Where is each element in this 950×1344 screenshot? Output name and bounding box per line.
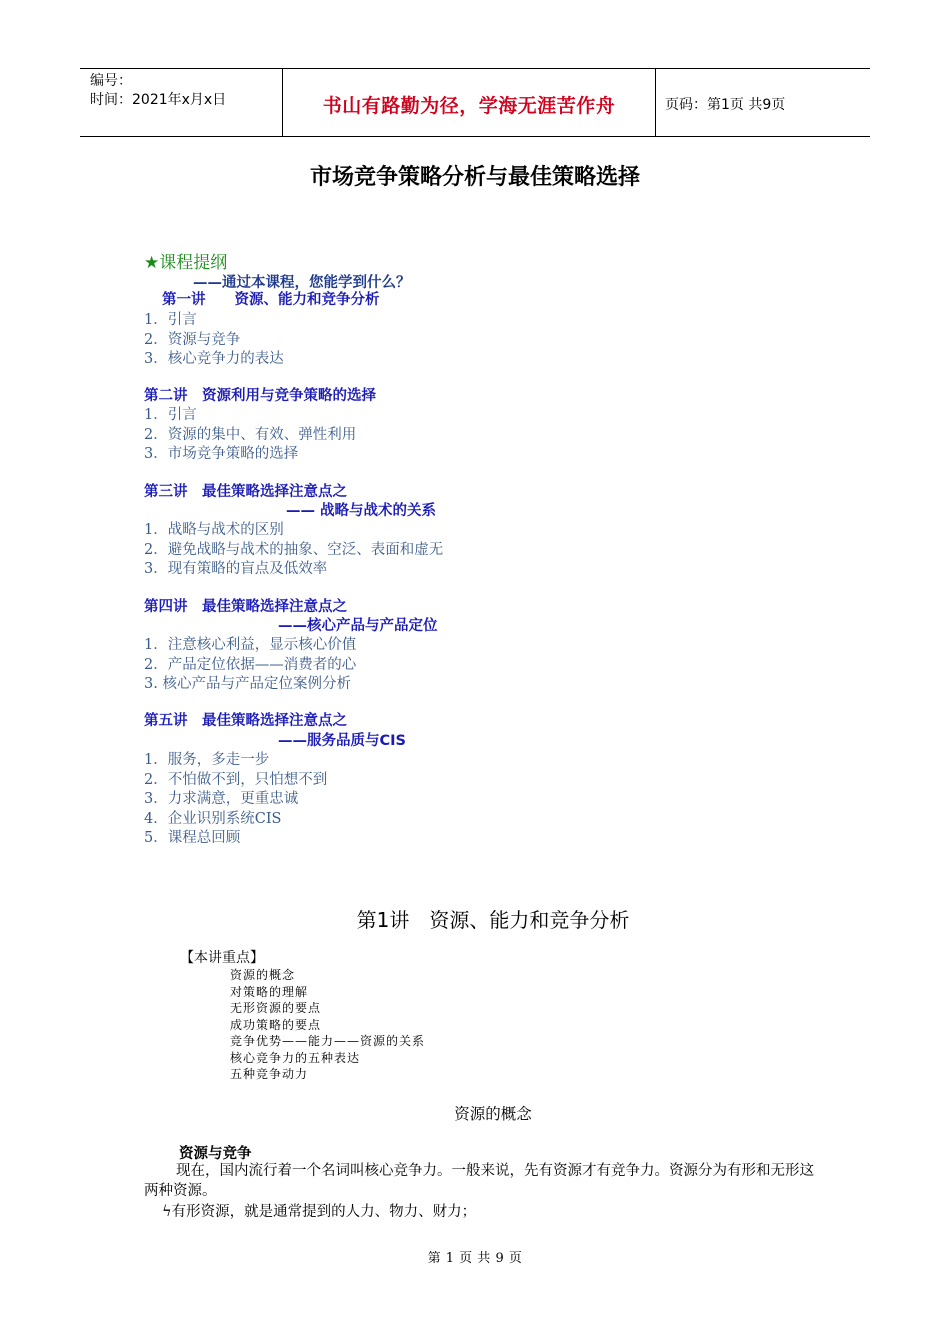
body-paragraph: 现在，国内流行着一个名词叫核心竞争力。一般来说，先有资源才有竞争力。资源分为有形和无形这两种资源。 [144, 1163, 814, 1199]
lecture-1-items [144, 311, 284, 370]
list-item: 5．课程总回顾 [144, 830, 241, 846]
lecture-5-title: 第五讲 最佳策略选择注意点之 [144, 713, 347, 729]
list-item: 1．引言 [144, 407, 197, 423]
motto-text: 书山有路勤为径，学海无涯苦作舟 [322, 95, 616, 117]
document-title: 市场竞争策略分析与最佳策略选择 [309, 165, 640, 190]
list-item: 对策略的理解 [230, 984, 309, 999]
list-item: 4．企业识别系统CIS [144, 810, 282, 827]
list-item: 2．不怕做不到，只怕想不到 [144, 771, 328, 788]
list-item: 成功策略的要点 [230, 1017, 322, 1032]
outline-heading: ★课程提纲 [144, 253, 228, 273]
focus-list [230, 967, 425, 1083]
list-item: 1．引言 [144, 312, 197, 328]
section-title: 第1讲 资源、能力和竞争分析 [356, 908, 630, 932]
lecture-5-items [144, 751, 327, 849]
list-item: 无形资源的要点 [230, 1001, 322, 1015]
outline-subtitle: ——通过本课程，您能学到什么？ [193, 275, 411, 291]
list-item: 2．资源与竞争 [144, 331, 241, 348]
list-item: 1．注意核心利益，显示核心价值 [144, 637, 357, 653]
concept-title: 资源的概念 [454, 1105, 532, 1123]
list-item: 竞争优势——能力——资源的关系 [230, 1034, 426, 1048]
list-item: 1．服务，多走一步 [144, 752, 270, 768]
header-meta-cell [80, 69, 282, 136]
page-info: 页码：第1页 共9页 [665, 97, 786, 113]
list-item: 资源的概念 [230, 968, 296, 982]
list-item: 3．力求满意，更重忠诚 [144, 791, 299, 807]
list-item: 1．战略与战术的区别 [144, 522, 284, 538]
list-item: 3．核心竞争力的表达 [144, 351, 284, 367]
lecture-5-subtitle: ——服务品质与CIS [278, 733, 406, 749]
list-item: 核心竞争力的五种表达 [230, 1050, 361, 1065]
lecture-3-items [144, 521, 443, 580]
list-item: 2．资源的集中、有效、弹性利用 [144, 426, 357, 443]
document-header [80, 68, 870, 137]
list-item: 3．现有策略的盲点及低效率 [144, 561, 328, 577]
body-paragraph-2: ϟ有形资源，就是通常提到的人力、物力、财力； [162, 1204, 477, 1220]
lecture-3-title: 第三讲 最佳策略选择注意点之 [144, 484, 347, 500]
list-item: 2．避免战略与战术的抽象、空泛、表面和虚无 [144, 541, 444, 558]
lecture-3-subtitle: —— 战略与战术的关系 [286, 503, 437, 519]
doc-date-label: 时间：2021年x月x日 [90, 92, 227, 108]
list-item: 2．产品定位依据——消费者的心 [144, 656, 357, 673]
header-motto-cell [282, 69, 656, 136]
page-footer: 第 1 页 共 9 页 [427, 1251, 523, 1266]
focus-heading: 【本讲重点】 [180, 950, 264, 966]
subheading: 资源与竞争 [179, 1146, 252, 1162]
list-item: 五种竞争动力 [230, 1067, 309, 1081]
list-item: 3．市场竞争策略的选择 [144, 446, 299, 462]
header-page-cell [655, 69, 870, 136]
lecture-4-items [144, 636, 356, 695]
lecture-1-title: 第一讲 资源、能力和竞争分析 [162, 292, 380, 308]
doc-number-label: 编号： [90, 73, 132, 89]
lecture-2-title: 第二讲 资源利用与竞争策略的选择 [144, 388, 376, 404]
lecture-4-subtitle: ——核心产品与产品定位 [278, 618, 438, 634]
list-item: 3. 核心产品与产品定位案例分析 [144, 676, 351, 692]
lecture-2-items [144, 406, 356, 465]
lecture-4-title: 第四讲 最佳策略选择注意点之 [144, 599, 347, 615]
